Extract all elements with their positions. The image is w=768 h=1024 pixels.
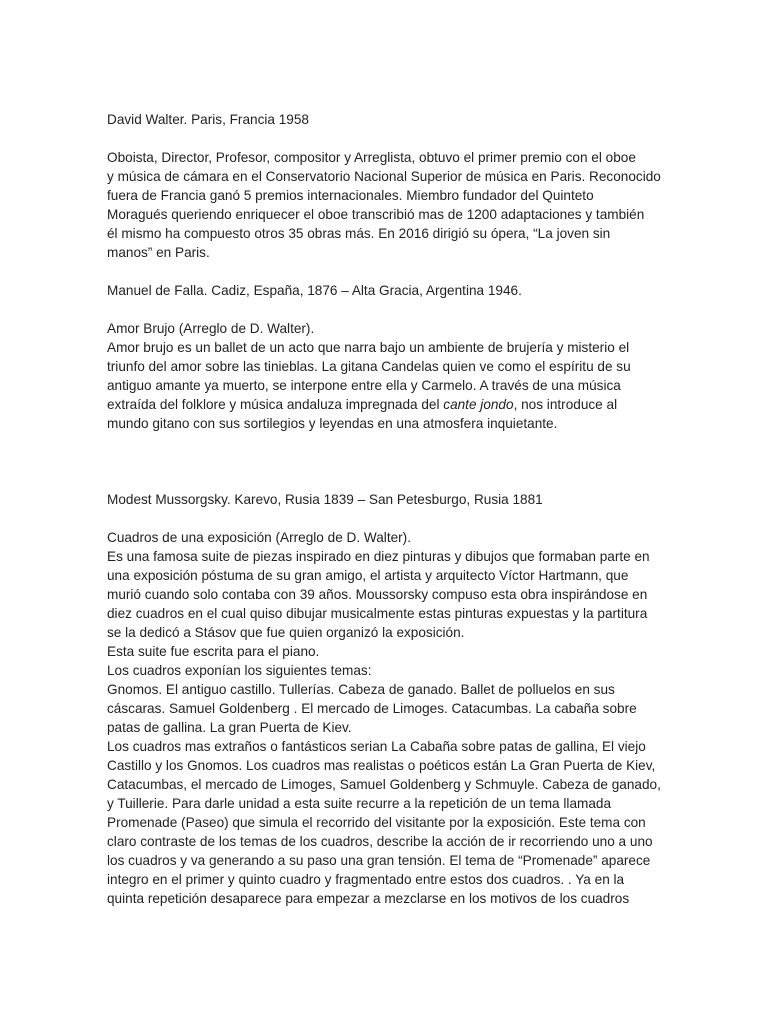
text-line: y Tuillerie. Para darle unidad a esta suite recurre a la repetición de un tema llamada — [107, 796, 612, 811]
text-line: quinta repetición desaparece para empezar a mezclarse en los motivos de los cuadros — [107, 891, 630, 906]
walter-bio — [107, 148, 668, 262]
amor-brujo-text — [107, 338, 668, 433]
text-line: Amor brujo es un ballet de un acto que narra bajo un ambiente de brujería y misterio el — [107, 340, 630, 355]
text-line: Esta suite fue escrita para el piano. — [107, 644, 320, 659]
amor-brujo-title: Amor Brujo (Arreglo de D. Walter). — [107, 321, 315, 336]
text-line: se la dedicó a Stásov que fue quien organizó la exposición. — [107, 625, 465, 640]
cuadros-title: Cuadros de una exposición (Arreglo de D. Walter). — [107, 530, 411, 545]
falla-heading: Manuel de Falla. Cadiz, España, 1876 – Alta Gracia, Argentina 1946. — [107, 283, 522, 298]
text-span: , nos introduce al — [513, 397, 618, 412]
text-line: Castillo y los Gnomos. Los cuadros mas realistas o poéticos están La Gran Puerta de Kiev, — [107, 758, 656, 773]
walter-heading: David Walter. Paris, Francia 1958 — [107, 112, 309, 127]
text-line: Es una famosa suite de piezas inspirado en diez pinturas y dibujos que formaban parte en — [107, 549, 650, 564]
text-line: manos” en Paris. — [107, 245, 210, 260]
text-line: Los cuadros exponían los siguientes temas: — [107, 663, 372, 678]
cuadros-text — [107, 547, 668, 908]
text-line: y música de cámara en el Conservatorio Nacional Superior de música en Paris. Reconocido — [107, 169, 661, 184]
text-line: una exposición póstuma de su gran amigo, el artista y arquitecto Víctor Hartmann, que — [107, 568, 629, 583]
text-line: Oboista, Director, Profesor, compositor y Arreglista, obtuvo el primer premio con el oboe — [107, 150, 636, 165]
text-line: integro en el primer y quinto cuadro y fragmentado entre estos dos cuadros. . Ya en la — [107, 872, 625, 887]
italic-term: cante jondo — [443, 397, 514, 412]
text-line: diez cuadros en el cual quiso dibujar musicalmente estas pinturas expuestas y la partitura — [107, 606, 648, 621]
mussorgsky-heading: Modest Mussorgsky. Karevo, Rusia 1839 – San Petesburgo, Rusia 1881 — [107, 492, 543, 507]
text-line: claro contraste de los temas de los cuadros, describe la acción de ir recorriendo uno a uno — [107, 834, 653, 849]
text-line: fuera de Francia ganó 5 premios internacionales. Miembro fundador del Quinteto — [107, 188, 594, 203]
text-line: cáscaras. Samuel Goldenberg . El mercado de Limoges. Catacumbas. La cabaña sobre — [107, 701, 637, 716]
text-line: patas de gallina. La gran Puerta de Kiev. — [107, 720, 352, 735]
text-span: extraída del folklore y música andaluza impregnada del — [107, 397, 444, 412]
text-line: antiguo amante ya muerto, se interpone entre ella y Carmelo. A través de una música — [107, 378, 621, 393]
text-line: Los cuadros mas extraños o fantásticos serian La Cabaña sobre patas de gallina, El viejo — [107, 739, 646, 754]
text-line: los cuadros y va generando a su paso una gran tensión. El tema de “Promenade” aparece — [107, 853, 651, 868]
text-line — [107, 395, 668, 414]
text-line: Moragués queriendo enriquecer el oboe transcribió mas de 1200 adaptaciones y también — [107, 207, 645, 222]
text-line: Catacumbas, el mercado de Limoges, Samuel Goldenberg y Schmuyle. Cabeza de ganado, — [107, 777, 661, 792]
text-line: Gnomos. El antiguo castillo. Tullerías. Cabeza de ganado. Ballet de polluelos en sus — [107, 682, 615, 697]
text-line: él mismo ha compuesto otros 35 obras más. En 2016 dirigió su ópera, “La joven sin — [107, 226, 611, 241]
text-line: mundo gitano con sus sortilegios y leyendas en una atmosfera inquietante. — [107, 416, 558, 431]
text-line: murió cuando solo contaba con 39 años. Moussorsky compuso esta obra inspirándose en — [107, 587, 648, 602]
text-line: Promenade (Paseo) que simula el recorrido del visitante por la exposición. Este tema con — [107, 815, 646, 830]
text-line: triunfo del amor sobre las tinieblas. La gitana Candelas quien ve como el espíritu de su — [107, 359, 631, 374]
